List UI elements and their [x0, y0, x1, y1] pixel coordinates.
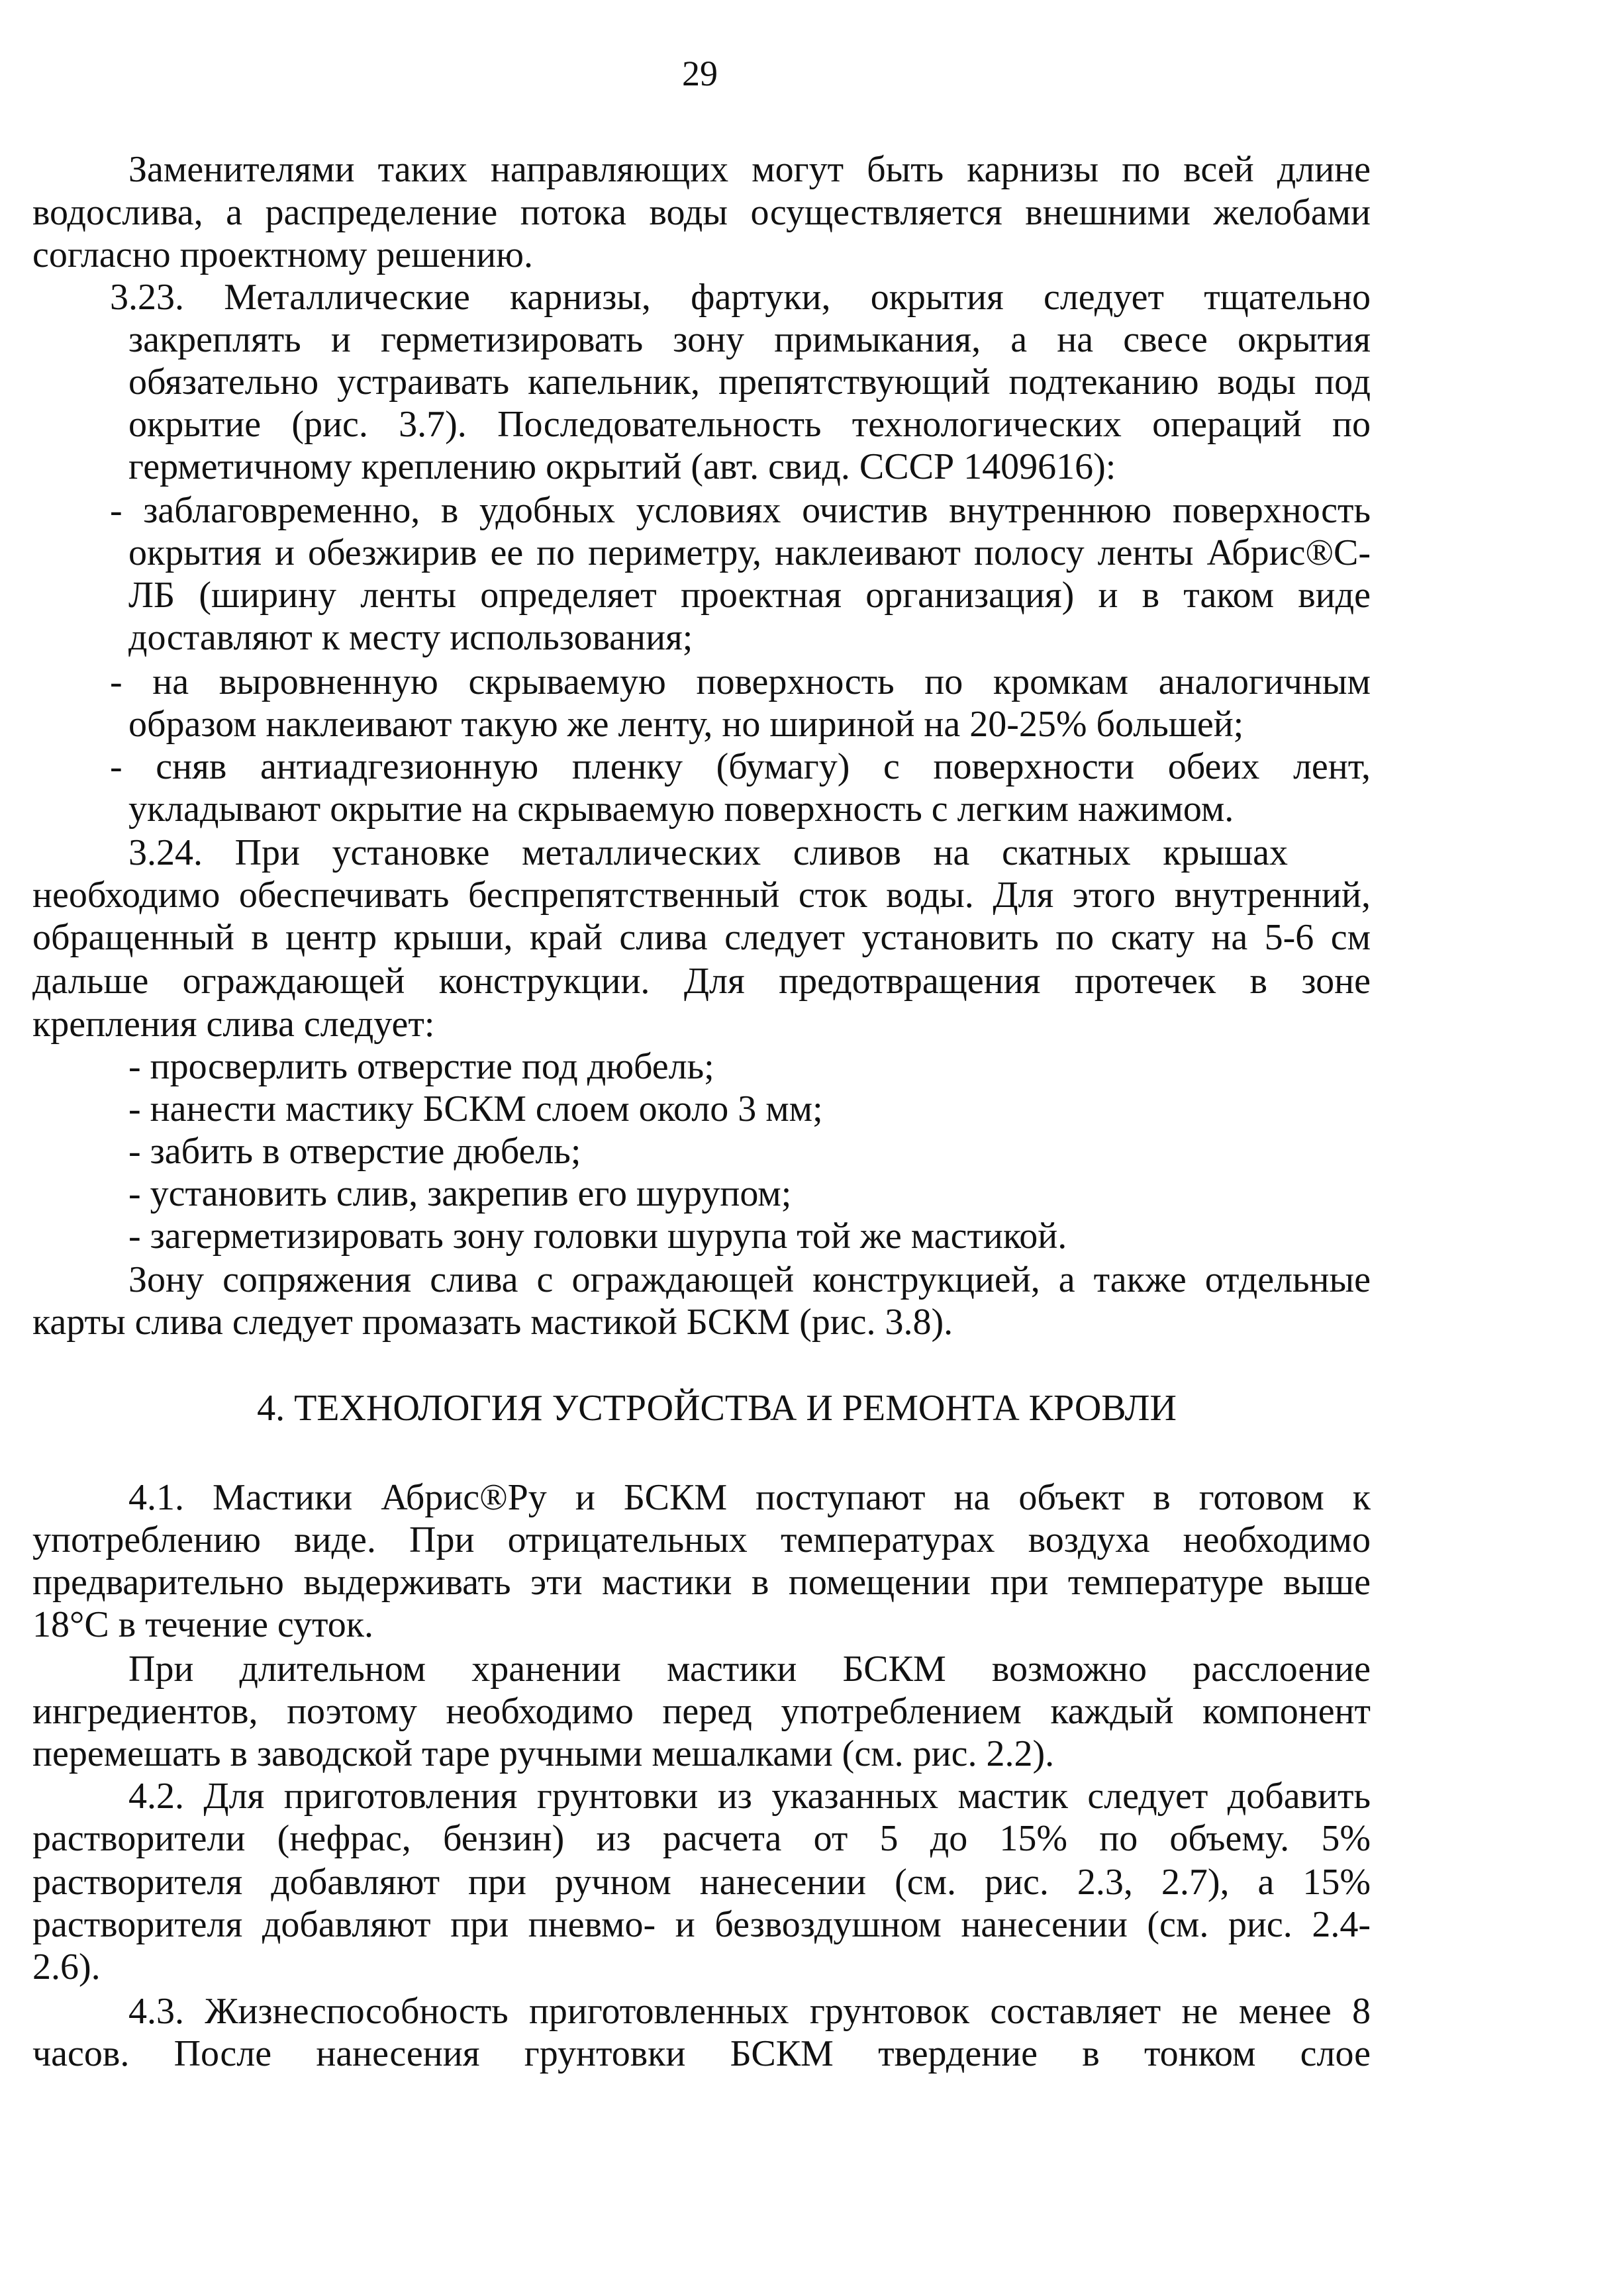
text-line: 4.1. Мастики Абрис®Ру и БСКМ поступают на объект в готовом к: [128, 1477, 1371, 1519]
text-line: окрытия и обезжирив ее по периметру, наклеивают полосу ленты Абрис®С-: [128, 532, 1371, 574]
text-line: обращенный в центр крыши, край слива следует установить по скату на 5-6 см: [32, 917, 1371, 959]
text-line: перемешать в заводской таре ручными мешалками (см. рис. 2.2).: [32, 1733, 1055, 1774]
text-line: обязательно устраивать капельник, препятствующий подтеканию воды под: [128, 361, 1371, 403]
text-line: - установить слив, закрепив его шурупом;: [128, 1172, 792, 1214]
text-line: 3.23. Металлические карнизы, фартуки, окрытия следует тщательно: [110, 276, 1371, 318]
text-line: крепления слива следует:: [32, 1003, 435, 1045]
page-number: 29: [682, 54, 718, 93]
text-line: Зону сопряжения слива с ограждающей конструкцией, а также отдельные: [128, 1259, 1371, 1301]
text-line: 3.24. При установке металлических сливов на скатных крышах: [128, 832, 1288, 874]
text-line: Заменителями таких направляющих могут быть карнизы по всей длине: [128, 149, 1371, 191]
text-line: образом наклеивают такую же ленту, но шириной на 20-25% большей;: [128, 703, 1244, 745]
text-line: - забить в отверстие дюбель;: [128, 1130, 581, 1172]
text-line: - сняв антиадгезионную пленку (бумагу) с поверхности обеих лент,: [110, 745, 1371, 787]
text-line: - на выровненную скрываемую поверхность по кромкам аналогичным: [110, 661, 1371, 702]
text-line: ЛБ (ширину ленты определяет проектная организация) и в таком виде: [128, 575, 1371, 616]
text-line: окрытие (рис. 3.7). Последовательность технологических операций по: [128, 403, 1371, 445]
text-line: растворителя добавляют при пневмо- и безвоздушном нанесении (см. рис. 2.4-: [32, 1904, 1371, 1946]
text-line: предварительно выдерживать эти мастики в помещении при температуре выше: [32, 1562, 1371, 1603]
text-line: необходимо обеспечивать беспрепятственный сток воды. Для этого внутренний,: [32, 875, 1371, 916]
text-line: растворителя добавляют при ручном нанесении (см. рис. 2.3, 2.7), а 15%: [32, 1862, 1371, 1903]
text-line: часов. После нанесения грунтовки БСКМ твердение в тонком слое: [32, 2033, 1371, 2074]
text-line: - заблаговременно, в удобных условиях очистив внутреннюю поверхность: [110, 490, 1371, 532]
text-line: дальше ограждающей конструкции. Для предотвращения протечек в зоне: [32, 961, 1371, 1002]
text-line: 2.6).: [32, 1946, 101, 1988]
text-line: употреблению виде. При отрицательных температурах воздуха необходимо: [32, 1519, 1371, 1561]
text-line: При длительном хранении мастики БСКМ возможно расслоение: [128, 1648, 1371, 1690]
text-line: 4.2. Для приготовления грунтовки из указанных мастик следует добавить: [128, 1775, 1371, 1817]
text-line: 18°С в течение суток.: [32, 1604, 373, 1646]
text-line: ингредиентов, поэтому необходимо перед употреблением каждый компонент: [32, 1690, 1371, 1732]
text-line: - нанести мастику БСКМ слоем около 3 мм;: [128, 1088, 823, 1129]
text-line: закреплять и герметизировать зону примыкания, а на свесе окрытия: [128, 318, 1371, 360]
text-line: укладывают окрытие на скрываемую поверхность с легким нажимом.: [128, 788, 1234, 830]
text-line: - просверлить отверстие под дюбель;: [128, 1045, 714, 1087]
text-line: водослива, а распределение потока воды осуществляется внешними желобами: [32, 191, 1371, 233]
text-line: герметичному креплению окрытий (авт. свид. СССР 1409616):: [128, 446, 1116, 487]
text-line: согласно проектному решению.: [32, 234, 533, 275]
text-line: доставляют к месту использования;: [128, 617, 693, 659]
text-line: карты слива следует промазать мастикой БСКМ (рис. 3.8).: [32, 1302, 953, 1343]
text-line: 4.3. Жизнеспособность приготовленных грунтовок составляет не менее 8: [128, 1990, 1371, 2032]
section-heading: 4. ТЕХНОЛОГИЯ УСТРОЙСТВА И РЕМОНТА КРОВЛИ: [257, 1388, 1177, 1429]
text-line: растворители (нефрас, бензин) из расчета от 5 до 15% по объему. 5%: [32, 1817, 1371, 1859]
text-line: - загерметизировать зону головки шурупа той же мастикой.: [128, 1215, 1067, 1257]
